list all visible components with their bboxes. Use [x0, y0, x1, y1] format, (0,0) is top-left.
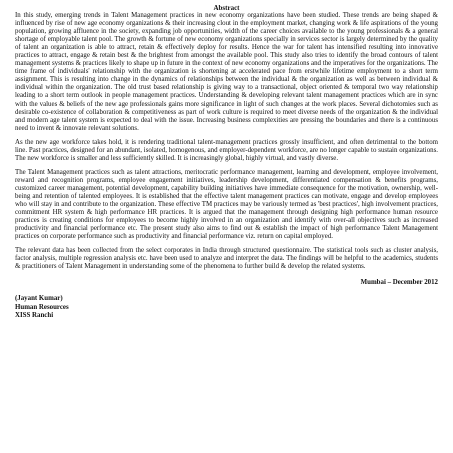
abstract-paragraph: The relevant data has been collected from the select corporates in India through structured questionnaire. The statistical tools such as cluster analysis, factor analysis, multiple regression analysis etc. have been used to analyze and interpret the data. The findings will be helpful to the academics, students & practitioners of Talent Management in understanding some of the phenomena to further build & develop the related systems. [15, 247, 438, 271]
author-department: Human Resources [15, 303, 69, 311]
author-name: (Jayant Kumar) [15, 295, 63, 303]
place-date: Mumbai – December 2012 [360, 279, 438, 287]
abstract-title: Abstract [213, 4, 240, 12]
abstract-paragraph: In this study, emerging trends in Talent Management practices in new economy organizations have been studied. These trends are being shaped & influenced by rise of new age economy organizations & their increasing clout in the employment market, changing work & life aspirations of the young population, growing affluence in the society, expanding job opportunities, width of the career choices available to the young professionals & a general shortage of employable talent pool. The growth & fortune of new economy organizations specially in services sector is largely determined by the quality of talent an organization is able to attract, retain & effectively deploy for results. Hence the war for talent has intensified resulting into innovative practices to attract, engage & retain best & the brightest from amongst the available pool. This study also tries to identify the broad contours of talent management systems & practices likely to shape up in future in the context of new economy organizations and the imperatives for the organizations. The time frame of individuals' relationship with the organization is shortening at accelerated pace from erstwhile lifetime employment to a short term assignment. This is resulting into change in the dynamics of relationships between the individual & the organization as well as between individual & individual within the organization. The old trust based relationship is giving way to a transactional, object oriented & temporal two way relationship leading to a short term outlook in people management practices. Understanding & developing relevant talent management practices which are in sync with the values & beliefs of the new age professionals gains more significance in light of such changes at the work places. Several dichotomies such as desirable co-existence of collaboration & competitiveness as part of work culture is required to meet diverse needs of the organization & the individual and modern age talent system is expected to deal with the issue. Increasing business complexities are pressing the boundaries and there is a continuous need to invent & innovate relevant solutions. [15, 12, 438, 132]
abstract-paragraph: As the new age workforce takes hold, it is rendering traditional talent-management practices grossly insufficient, and often detrimental to the bottom line. Past practices, designed for an abundant, isolated, homogenous, and employer-dependent workforce, are no longer capable to sustain organizations. The new workforce is smaller and less sufficiently skilled. It is increasingly global, highly virtual, and vastly diverse. [15, 138, 438, 162]
author-institution: XISS Ranchi [15, 311, 54, 319]
abstract-paragraph: The Talent Management practices such as talent attractions, meritocratic performance management, learning and development, employee involvement, reward and recognition programs, employee engagement initiatives, leadership development, differentiated compensation & benefits programs, customized career management, potential development, capability building initiatives have immediate consequence for the motivation, ownership, well-being and retention of talented employees. It is established that the effective talent management practices can motivate, engage and develop employees who will stay in and contribute to the organization. These effective TM practices may be variously termed as 'best practices', high involvement practices, commitment HR system & high performance HR practices. It is argued that the management through designing high performance human resource practices is creating conditions for employees to become highly involved in an organization and identify with over-all objectives such as increased productivity and financial performance etc. The present study also aims to find out & establish the impact of high performance Talent Management practices on corporate performance such as productivity and financial performance viz. return on capital employed. [15, 168, 438, 241]
